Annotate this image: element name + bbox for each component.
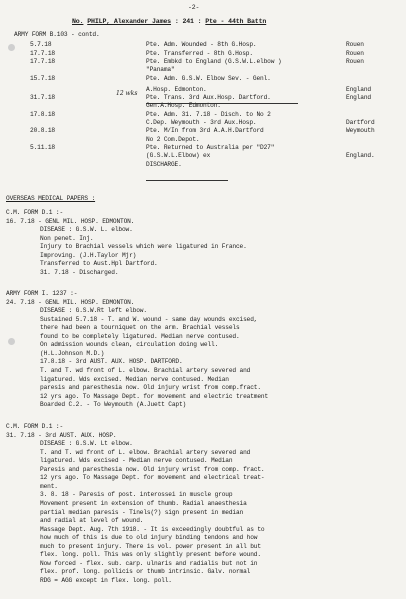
entry-date: 15.7.18 — [30, 75, 55, 82]
record-line: 16. 7.18 - GENL MIL. HOSP. EDMONTON. — [6, 217, 135, 225]
record-line: RDG = AGG except in flex. long. poll. — [40, 576, 172, 584]
entry-place: Dartford — [346, 119, 375, 126]
entry-text: Pte. Embkd to England (G.S.W.L.elbow ) — [146, 58, 282, 65]
record-line: DISEASE : G.S.W. Lt elbow. — [40, 440, 133, 448]
record-line: 24. 7.18 - GENL MIL. HOSP. EDMONTON. — [6, 298, 135, 306]
record-line: ligatured. Wds excised. Median nerve contused. Median — [40, 375, 229, 383]
record-line: 12 yrs ago. To Massage Dept. for movement and electrical treat- — [40, 474, 265, 482]
entry-place: Weymouth — [346, 127, 375, 134]
record-line: found to be completely ligatured. Median nerve contused. — [40, 332, 240, 340]
record-line: Non penet. Inj. — [40, 234, 94, 242]
record-line: 12 yrs ago. To Massage Dept. for movement and electric treatment — [40, 392, 269, 400]
entry-date: 31.7.18 — [30, 94, 55, 101]
entry-text: Gen.A.Hosp. Edmonton. — [146, 102, 221, 109]
record-line: Movement present in extension of thumb. Radial anaesthesia — [40, 499, 247, 507]
record-line: Paresis and paresthesia now. Old injury wrist from comp. fract. — [40, 465, 265, 473]
record-line: Transferred to Aust.Hpl Dartford. — [40, 260, 158, 268]
handwritten-annotation: 12 wks — [116, 90, 138, 97]
entry-place: England. — [346, 152, 375, 159]
record-line: T. and T. wd front of L. elbow. Brachial artery severed and — [40, 448, 251, 456]
entry-text: (G.S.W.L.Elbow) ex — [146, 152, 211, 159]
record-line: 17.8.18 - 3rd AUST. AUX. HOSP. DARTFORD. — [40, 358, 183, 366]
entry-place: Rouen — [346, 50, 364, 57]
entry-date: 5.7.18 — [30, 41, 52, 48]
entry-text: Pte. Returned to Australia per "D27" — [146, 144, 275, 151]
form-label: ARMY FORM I. 1237 :- — [6, 290, 78, 297]
form-b103-label: ARMY FORM B.103 - contd. — [14, 31, 100, 38]
record-line: much to present injury. There is vol. power present in all but — [40, 542, 261, 550]
record-line: DISEASE : G.S.W.Rt left elbow. — [40, 307, 147, 315]
overseas-heading: OVERSEAS MEDICAL PAPERS : — [6, 195, 96, 202]
soldier-name: PHILP, Alexander James — [87, 18, 171, 25]
record-line: how much of this is due to old injury binding tendons and how — [40, 534, 258, 542]
record-line: ment. — [40, 482, 58, 490]
entry-text: Pte. Adm. G.S.W. Elbow Sev. - Genl. — [146, 75, 271, 82]
entry-text: Pte. M/In from 3rd A.A.H.Dartford — [146, 127, 264, 134]
entry-text: DISCHARGE. — [146, 161, 182, 168]
entry-place: Rouen — [346, 41, 364, 48]
record-line: Boarded C.2. - To Weymouth (A.Juett Capt) — [40, 401, 187, 409]
entry-text: C.Dep. Weymouth - 3rd Aux.Hosp. — [146, 119, 257, 126]
entry-text: Pte. Trans. 3rd Aux.Hosp. Dartford. — [146, 94, 271, 101]
entry-text: "Panama" — [146, 66, 175, 73]
entry-place: England — [346, 86, 371, 93]
record-line: Sustained 5.7.18 - T. and W. wound - same day wounds excised, — [40, 315, 258, 323]
hole-punch-dot — [8, 338, 15, 345]
record-line: flex. prof. long. pollicis or thumb intrinsic. Galv. normal — [40, 568, 251, 576]
entry-text: Pte. Transferred - 8th G.Hosp. — [146, 50, 253, 57]
record-line: 31. 7.18 - 3rd AUST. AUX. HOSP. — [6, 431, 117, 439]
entry-date: 5.11.18 — [30, 144, 55, 151]
record-line: On admission wounds clean, circulation doing well. — [40, 341, 219, 349]
underline-rule — [146, 103, 298, 104]
service-number-label: No. — [72, 18, 84, 25]
record-header: No. PHILP, Alexander James : 241 : Pte - 44th Battn — [72, 18, 267, 25]
record-line: (H.L.Johnson M.D.) — [40, 349, 105, 357]
page-number: -2- — [188, 4, 200, 11]
form-label: C.M. FORM D.1 :- — [6, 209, 64, 216]
record-line: 3. 8. 18 - Paresis of post. interossei in muscle group — [40, 491, 233, 499]
record-line: ligatured. Wds excised - Median nerve contused. Median — [40, 457, 233, 465]
form-label: C.M. FORM D.1 :- — [6, 423, 64, 430]
record-line: there had been a tourniquet on the arm. Brachial vessels — [40, 324, 240, 332]
record-line: Improving. (J.H.Taylor Mjr) — [40, 251, 137, 259]
entry-text: Pte. Adm. Wounded - 8th G.Hosp. — [146, 41, 257, 48]
entry-date: 17.7.18 — [30, 58, 55, 65]
record-line: flex. long. poll. This was only slightly present before wound. — [40, 551, 261, 559]
entry-text: No 2 Com.Depot. — [146, 136, 200, 143]
record-line: Massage Dept. Aug. 7th 1918. - It is exceedingly doubtful as to — [40, 525, 265, 533]
record-line: DISEASE : G.S.W. L. elbow. — [40, 226, 133, 234]
entry-place: England — [346, 94, 371, 101]
soldier-number: 241 — [182, 18, 194, 25]
entry-date: 17.8.18 — [30, 111, 55, 118]
record-line: T. and T. wd front of L. elbow. Brachial artery severed and — [40, 366, 251, 374]
entry-date: 20.8.18 — [30, 127, 55, 134]
record-line: 31. 7.18 - Discharged. — [40, 268, 119, 276]
rank-unit: Pte - 44th Battn — [205, 18, 267, 25]
entry-text: A.Hosp. Edmonton. — [146, 86, 207, 93]
underline-rule — [146, 180, 228, 181]
record-line: Injury to Brachial vessels which were ligatured in France. — [40, 243, 247, 251]
record-line: paresis and paresthesia now. Old injury wrist from comp.fract. — [40, 384, 261, 392]
record-line: Now forced - flex. sub. carp. ulnaris and radialis but not in — [40, 559, 258, 567]
hole-punch-dot — [8, 44, 15, 51]
entry-place: Rouen — [346, 58, 364, 65]
record-line: and radial at level of wound. — [40, 517, 144, 525]
entry-text: Pte. Adm. 31. 7.18 - Disch. to No 2 — [146, 111, 271, 118]
entry-date: 17.7.18 — [30, 50, 55, 57]
record-line: partial median paresis - Tinels(?) sign present in median — [40, 508, 244, 516]
